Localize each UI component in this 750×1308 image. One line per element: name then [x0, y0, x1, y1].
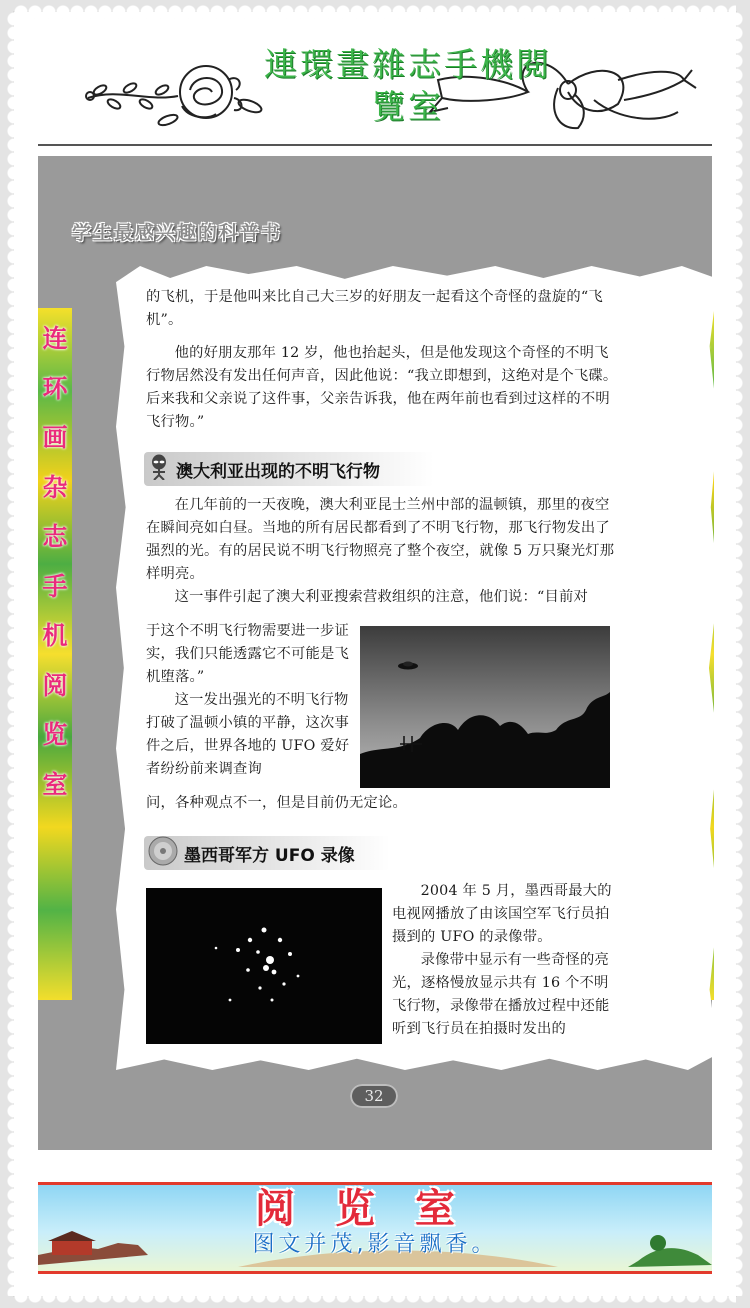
side-banner-left [38, 308, 72, 1000]
paragraph: 这一事件引起了澳大利亚搜索营救组织的注意，他们说：“目前对 [174, 589, 589, 605]
paragraph: 2004 年 5 月，墨西哥最大的电视网播放了由该国空军飞行员拍摄到的 UFO 的录像带。 [392, 883, 612, 945]
side-banner-char: 杂 [42, 472, 68, 502]
paragraph: 于这个不明飞行物需要进一步证实，我们只能透露它不可能是飞机堕落。” [146, 623, 349, 685]
alien-icon [148, 454, 170, 485]
paragraph: 在几年前的一天夜晚，澳大利亚昆士兰州中部的温顿镇，那里的夜空在瞬间亮如白昼。当地的所有居民都看到了不明飞行物，那飞行物发出了强烈的光。有的居民说不明飞行物照亮了整个夜空，就像 5 万只聚光灯那样明亮。 [146, 497, 615, 582]
section-heading-text: 澳大利亚出现的不明飞行物 [176, 461, 380, 482]
section2-paragraph [392, 880, 620, 1041]
frame-scallop-top [14, 5, 736, 19]
side-banner-char: 志 [42, 522, 68, 551]
section-heading-text: 墨西哥军方 UFO 录像 [184, 845, 355, 866]
ufo-sky-photo [360, 626, 610, 788]
book-subtitle: 学生最感兴趣的科普书 [72, 222, 283, 244]
side-banner-char: 机 [42, 621, 68, 650]
magazine-title-line1: 連環畫雜志手機閱 [264, 45, 552, 84]
paragraph: 问，各种观点不一，但是目前仍无定论。 [146, 795, 407, 811]
side-banner-char: 连 [42, 324, 68, 353]
paragraph: 的飞机，于是他叫来比自己大三岁的好朋友一起看这个奇怪的盘旋的“飞机”。 [146, 289, 603, 328]
frame-scallop-bottom [14, 1289, 736, 1303]
frame-scallop-right [729, 12, 743, 1296]
side-banner-char: 室 [42, 769, 68, 799]
magazine-title [208, 44, 608, 128]
paragraph: 录像带中显示有一些奇怪的亮光，逐格慢放显示共有 16 个不明飞行物，录像带在播放过程中还能听到飞行员在拍摄时发出的 [392, 952, 610, 1037]
paragraph: 这一发出强光的不明飞行物打破了温顿小镇的平静，这次事件之后，世界各地的 UFO 爱好者纷纷前来调查询 [146, 692, 350, 777]
frame-scallop-left [7, 12, 21, 1296]
side-banner-char: 环 [42, 373, 68, 403]
side-banner-char: 手 [42, 571, 68, 601]
magazine-title-line2: 覽室 [372, 87, 444, 126]
ufo-video-still [146, 888, 382, 1044]
paragraph: 他的好朋友那年 12 岁，他也抬起头，但是他发现这个奇怪的不明飞行物居然没有发出任何声音，因此他说：“我立即想到，这绝对是个飞碟。后来我和父亲说了这件事，父亲告诉我，他在两年前也看到过这样的不明飞行物。” [146, 345, 618, 430]
side-banner-char: 画 [42, 423, 68, 452]
section1-paragraph [146, 494, 620, 609]
banner-subtitle: 图文并茂,影音飘香。 [252, 1232, 498, 1257]
banner-title: 阅览室 [255, 1186, 495, 1232]
section-heading-australia [144, 452, 434, 486]
section1-tail-text [146, 792, 620, 815]
page-number: 32 [350, 1084, 398, 1108]
side-banner-char: 览 [42, 720, 68, 749]
reading-room-banner [38, 1182, 712, 1274]
magazine-header [38, 40, 712, 144]
side-banner-char: 阅 [42, 670, 68, 700]
section1-wrapped-text [146, 620, 358, 781]
disc-icon [148, 836, 178, 871]
intro-text [146, 286, 620, 434]
side-banner-text [38, 314, 72, 809]
section-heading-mexico [144, 836, 390, 870]
header-divider [38, 144, 712, 146]
